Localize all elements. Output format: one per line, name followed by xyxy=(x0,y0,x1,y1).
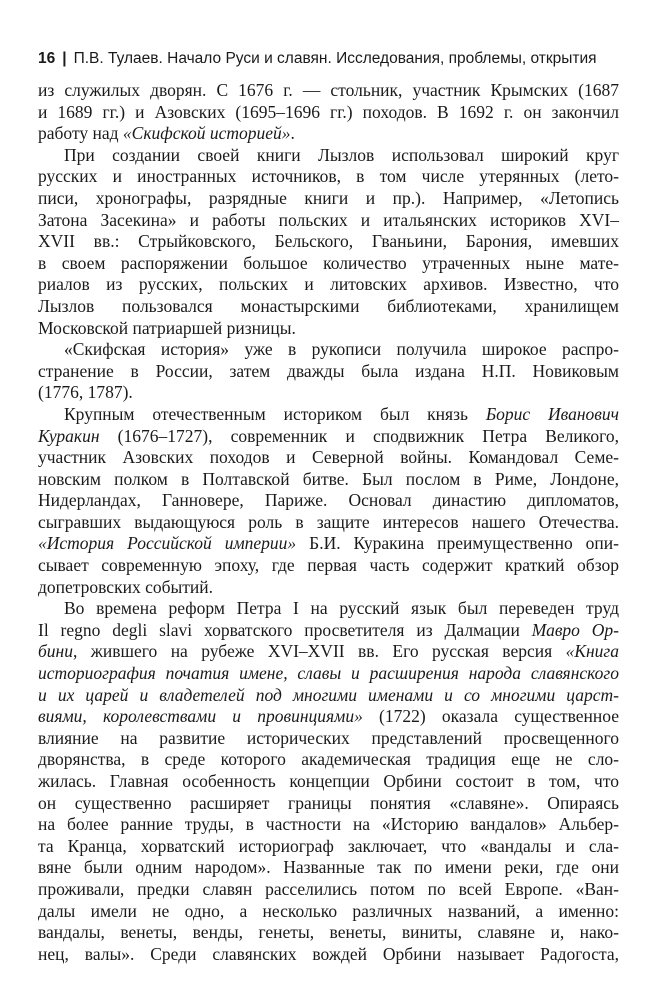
paragraph-3 xyxy=(38,339,619,404)
text-line xyxy=(38,685,619,707)
text-line: далы имели не одно, а несколько различных названий, а именно: xyxy=(38,900,619,921)
text-line: жилась. Главная особенность концепции Орбини состоит в том, что xyxy=(38,771,619,791)
text-line: Затона Засекина» и работы польских и итальянских историков XVI– xyxy=(38,209,619,230)
book-title-history-russian-empire: «История Российской империи» xyxy=(38,533,297,554)
text-line: и 1689 гг.) и Азовских (1695–1696 гг.) походов. В 1692 г. он закончил xyxy=(38,101,619,122)
text-line: на более ранние труды, в частности на «Историю вандалов» Альбер- xyxy=(38,814,619,835)
running-title: П.В. Тулаев. Начало Руси и славян. Исследования, проблемы, открытия xyxy=(73,50,597,67)
book-title-line: и их царей и владетелей под многими именами и со многими царст- xyxy=(38,684,619,705)
person-name-orbini-end: бини xyxy=(38,641,73,662)
running-header xyxy=(38,49,618,69)
text-line: бини, жившего на рубеже XVI–XVII вв. Его русская версия «Книга xyxy=(38,641,619,662)
book-title-end: виями, королевствами и провинциями» xyxy=(38,706,363,727)
text-line: вяне были одним народом». Названные так по имени реки, где они xyxy=(38,857,619,878)
paragraph-5 xyxy=(38,598,619,965)
person-name-orbini: Мавро Ор- xyxy=(531,619,619,640)
text-line: участник Азовских походов и Северной войны. Командовал Семе- xyxy=(38,447,619,468)
text-line: Крупным отечественным историком был князь Борис Иванович xyxy=(64,403,619,424)
text-line: русских и иностранных источников, в том числе утерянных (лето- xyxy=(38,166,619,187)
paragraph-4 xyxy=(38,404,619,598)
text-line: сывает современную эпоху, где первая часть содержит краткий обзор xyxy=(38,555,619,576)
text-line: При создании своей книги Лызлов использовал широкий круг xyxy=(64,144,619,165)
text-line: из служилых дворян. С 1676 г. — стольник, участник Крымских (1687 xyxy=(38,80,619,100)
book-title-scythian-history: «Скифской историей» xyxy=(122,123,291,144)
paragraph-2 xyxy=(38,145,619,339)
page-number: 16 xyxy=(38,50,56,67)
text-line: дворянства, в среде которого академическая традиция еще не сло- xyxy=(38,749,619,770)
text-line: новским полком в Полтавской битве. Был послом в Риме, Лондоне, xyxy=(38,468,619,489)
text-line: он существенно расширяет границы понятия «славяне». Опираясь xyxy=(38,792,619,813)
text-line: та Кранца, хорватский историограф заключает, что «вандалы и сла- xyxy=(38,835,619,856)
text-line: виями, королевствами и провинциями» (1722) оказала существенное xyxy=(38,706,619,727)
header-separator: | xyxy=(62,50,67,67)
text-line: влияние на развитие исторических представлений просвещенного xyxy=(38,727,619,748)
text-line: Нидерландах, Ганновере, Париже. Основал династию дипломатов, xyxy=(38,490,619,511)
text-line: работу над «Скифской историей». xyxy=(38,123,295,144)
text-line: нец, валы». Среди славянских вождей Орбини называет Радогоста, xyxy=(38,943,619,964)
text-line: (1776, 1787). xyxy=(38,382,133,403)
text-line: странение в России, затем дважды была издана Н.П. Новиковым xyxy=(38,360,619,381)
person-name-kurakin-surname: Куракин xyxy=(38,425,100,446)
text-line: Во времена реформ Петра I на русский язык был переведен труд xyxy=(64,598,619,619)
person-name-kurakin: Борис Иванович xyxy=(485,403,619,424)
text-line: «Скифская история» уже в рукописи получила широкое распро- xyxy=(64,339,619,360)
text-line: писи, хронографы, разрядные книги и пр.). Например, «Летопись xyxy=(38,187,619,208)
text-line: «История Российской империи» Б.И. Куракина преимущественно опи- xyxy=(38,533,619,554)
text-line: Лызлов пользовался монастырскими библиотеками, хранилищем xyxy=(38,295,619,316)
text-line: Куракин (1676–1727), современник и сподвижник Петра Великого, xyxy=(38,425,619,446)
book-title-start: «Книга xyxy=(565,641,619,662)
book-title-line: историография початия имене, славы и расширения народа славянского xyxy=(38,663,619,684)
body-text xyxy=(38,80,619,965)
paragraph-1 xyxy=(38,80,619,145)
text-line: проживали, предки славян расселились потом по всей Европе. «Ван- xyxy=(38,878,619,899)
text-line: допетровских событий. xyxy=(38,576,213,597)
text-line xyxy=(38,663,619,685)
text-line: в своем распоряжении большое количество утраченных ныне мате- xyxy=(38,252,619,273)
text-line: сыгравших выдающуюся роль в защите интересов нашего Отечества. xyxy=(38,511,619,532)
text-line: риалов из русских, польских и литовских архивов. Известно, что xyxy=(38,274,619,295)
text-line: Il regno degli slavi хорватского просветителя из Далмации Мавро Ор- xyxy=(38,619,619,640)
text-line: XVII вв.: Стрыйковского, Бельского, Гваньини, Барония, имевших xyxy=(38,231,619,252)
text-line: вандалы, венеты, венды, генеты, венеты, виниты, славяне и, нако- xyxy=(38,922,619,943)
text-line: Московской патриаршей ризницы. xyxy=(38,317,296,338)
